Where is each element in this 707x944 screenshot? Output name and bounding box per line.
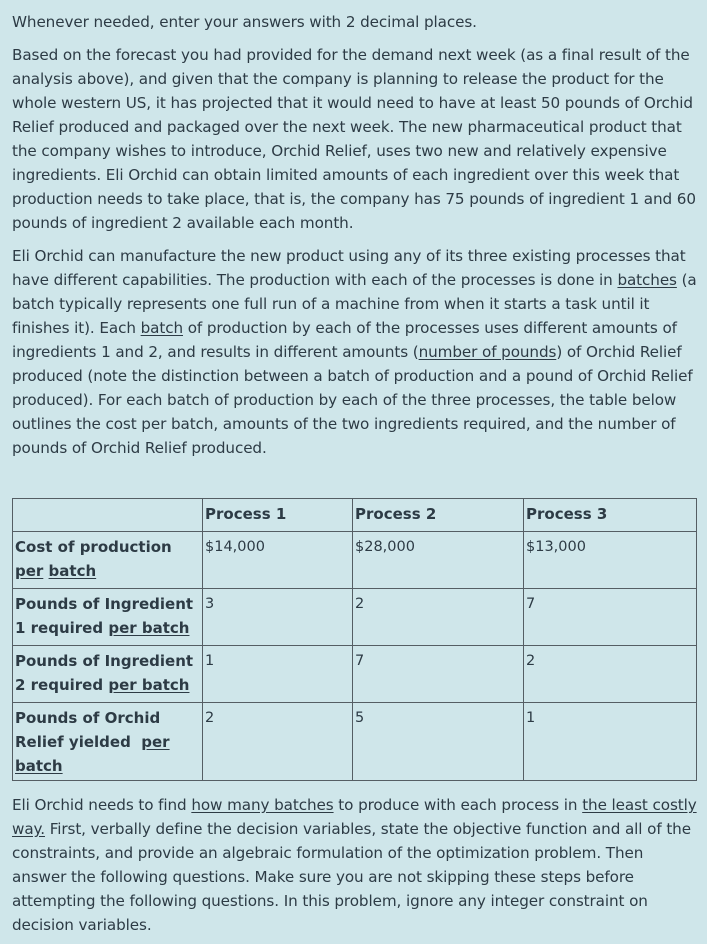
row-label <box>13 703 203 781</box>
table-cell: 7 <box>353 646 524 703</box>
row-label-underlined: per batch <box>108 619 190 637</box>
row-label-underlined: batch <box>48 562 97 580</box>
table-cell: 1 <box>524 703 697 781</box>
table-cell: 2 <box>203 703 353 781</box>
table-cell: 3 <box>203 589 353 646</box>
table-cell: 7 <box>524 589 697 646</box>
row-label <box>13 646 203 703</box>
task-paragraph <box>12 793 700 937</box>
text-segment: of production by each of the processes uses different amounts of ingredients 1 and 2, and results in different amounts ( <box>12 319 677 361</box>
text-segment: First, verbally define the decision variables, state the objective function and all of the constraints, and provide an algebraic formulation of the optimization problem. Then answer the following questions. Make sure you are not skipping these steps before attempting the following questions. In this problem, ignore any integer constraint on decision variables. <box>12 820 691 934</box>
text-segment: (a batch typically represents one full run of a machine from when it starts a task until it finishes it). Each <box>12 271 697 337</box>
underlined-term: batch <box>140 319 183 337</box>
row-label-underlined: per batch <box>108 676 190 694</box>
table-cell: 5 <box>353 703 524 781</box>
table-row <box>13 703 697 781</box>
row-label-text: Pounds of Ingredient 1 required <box>15 595 194 637</box>
table-header-row <box>13 499 697 532</box>
row-label-text: Pounds of Ingredient 2 required <box>15 652 194 694</box>
table-cell: $13,000 <box>524 532 697 589</box>
text-segment: Eli Orchid needs to find <box>12 796 192 814</box>
row-label-underlined: per <box>15 562 44 580</box>
table-row <box>13 532 697 589</box>
row-label-text: Cost of production <box>15 538 172 556</box>
process-paragraph <box>12 244 700 460</box>
underlined-term: number of pounds <box>418 343 557 361</box>
table-row <box>13 646 697 703</box>
row-label-text: Pounds of Orchid Relief yielded <box>15 709 166 751</box>
forecast-paragraph: Based on the forecast you had provided for the demand next week (as a final result of the analysis above), and given that the company is planning to release the product for the whole western US, it has projected that it would need to have at least 50 pounds of Orchid Relief produced and packaged over the next week. The new pharmaceutical product that the company wishes to introduce, Orchid Relief, uses two new and relatively expensive ingredients. Eli Orchid can obtain limited amounts of each ingredient over this week that production needs to take place, that is, the company has 75 pounds of ingredient 1 and 60 pounds of ingredient 2 available each month. <box>12 46 696 232</box>
table-cell: $28,000 <box>353 532 524 589</box>
table-header-cell: Process 3 <box>524 499 697 532</box>
text-segment: Eli Orchid can manufacture the new product using any of its three existing processes that have different capabilities. The production with each of the processes is done in <box>12 247 686 289</box>
text-segment: ) of Orchid Relief produced (note the distinction between a batch of production and a pound of Orchid Relief produced). For each batch of production by each of the three processes, the table below outlines the cost per batch, amounts of the two ingredients required, and the number of pounds of Orchid Relief produced. <box>12 343 693 457</box>
table-header-cell: Process 2 <box>353 499 524 532</box>
underlined-term: batches <box>617 271 677 289</box>
underlined-term: how many batches <box>191 796 334 814</box>
table-cell: $14,000 <box>203 532 353 589</box>
table-row <box>13 589 697 646</box>
table-header-cell <box>13 499 203 532</box>
table-cell: 2 <box>353 589 524 646</box>
process-table <box>12 498 697 781</box>
row-label-underlined: per batch <box>15 733 170 775</box>
row-label <box>13 589 203 646</box>
text-segment: to produce with each process in <box>333 796 583 814</box>
underlined-term: the least costly way. <box>12 796 697 838</box>
row-label <box>13 532 203 589</box>
table-cell: 1 <box>203 646 353 703</box>
table-header-cell: Process 1 <box>203 499 353 532</box>
table-cell: 2 <box>524 646 697 703</box>
instruction-text: Whenever needed, enter your answers with 2 decimal places. <box>12 13 477 31</box>
